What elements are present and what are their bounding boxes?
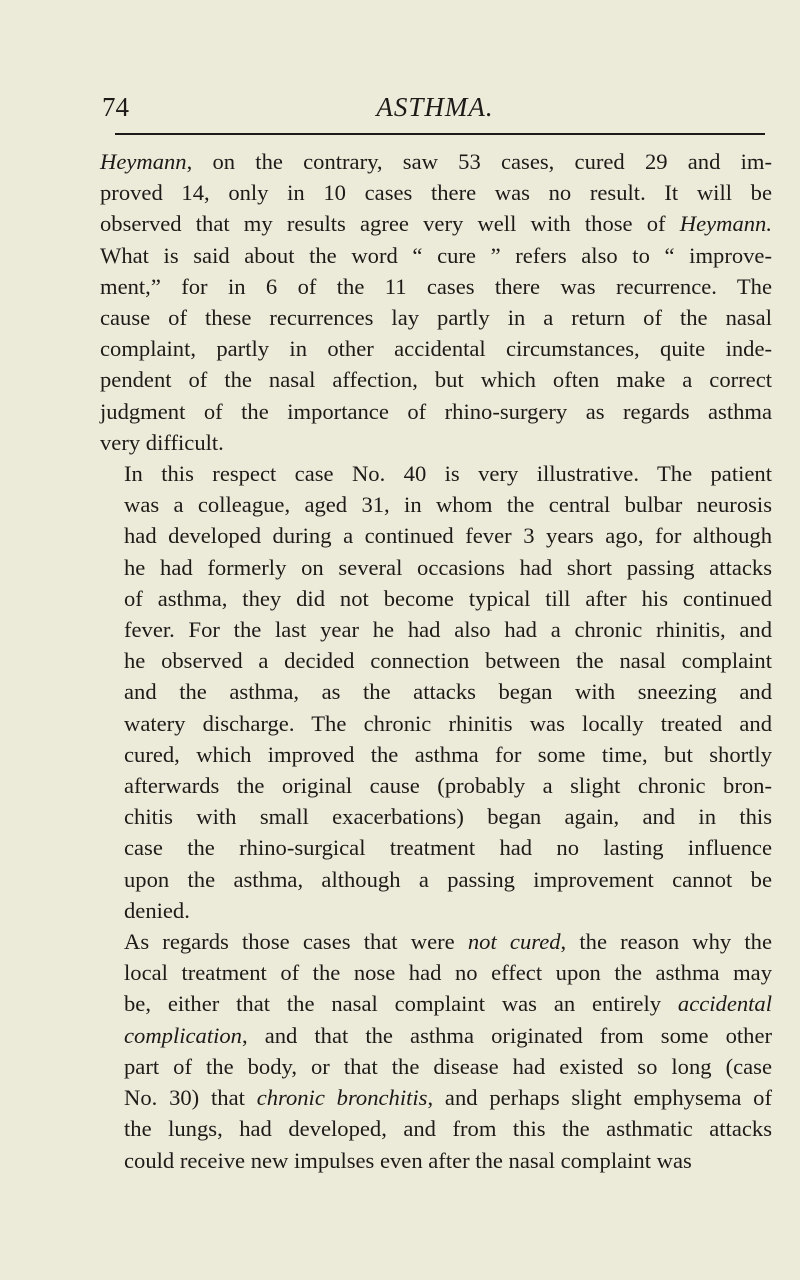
text-line	[100, 832, 772, 863]
text-run: ment,” for in 6 of the 11 cases there was recurrence. The	[100, 273, 772, 299]
text-line	[100, 645, 772, 676]
text-run: fever. For the last year he had also had a chronic rhinitis, and	[124, 617, 772, 643]
text-line	[100, 427, 772, 458]
text-run: cured, which improved the asthma for some time, but shortly	[124, 741, 772, 767]
italic-text: not cured	[467, 929, 561, 955]
italic-text: complication	[124, 1022, 242, 1048]
text-line	[100, 240, 772, 271]
italic-text: Heymann	[100, 149, 187, 174]
italic-text: accidental	[677, 991, 772, 1017]
text-line	[100, 552, 772, 583]
text-run: , and perhaps slight emphysema of	[427, 1085, 772, 1111]
text-line	[100, 489, 772, 520]
text-line	[100, 770, 772, 801]
italic-text: Heymann.	[679, 211, 772, 237]
text-run: upon the asthma, although a passing improvement cannot be	[124, 866, 772, 892]
text-run: local treatment of the nose had no effect upon the asthma may	[124, 960, 772, 986]
text-run: No. 30) that	[124, 1085, 257, 1111]
text-run: and the asthma, as the attacks began with sneezing and	[124, 679, 772, 705]
text-line	[100, 801, 772, 832]
text-line	[100, 676, 772, 707]
body-text	[100, 146, 772, 1176]
text-line	[100, 333, 772, 364]
text-line	[100, 364, 772, 395]
text-line	[100, 1051, 772, 1082]
text-run: denied.	[124, 897, 190, 923]
text-run: afterwards the original cause (probably a slight chronic bron-	[124, 773, 772, 799]
text-run: he had formerly on several occasions had short passing attacks	[124, 554, 772, 580]
italic-text: chronic bronchitis	[256, 1085, 428, 1111]
text-run: What is said about the word “ cure ” refers also to “ improve-	[100, 242, 772, 268]
text-line	[100, 302, 772, 333]
text-run: he observed a decided connection between the nasal complaint	[124, 648, 772, 674]
text-line	[100, 926, 772, 957]
text-run: had developed during a continued fever 3 years ago, for although	[124, 523, 772, 549]
text-run: cause of these recurrences lay partly in a return of the nasal	[100, 305, 772, 331]
paragraph	[100, 926, 772, 1176]
paragraph	[100, 146, 772, 458]
text-line	[100, 1020, 772, 1051]
text-run: observed that my results agree very well with those of	[100, 211, 680, 237]
text-line	[100, 146, 772, 177]
text-run: part of the body, or that the disease had existed so long (case	[124, 1053, 772, 1079]
text-run: be, either that the nasal complaint was an entirely	[124, 991, 678, 1017]
text-line	[100, 396, 772, 427]
text-line	[100, 1082, 772, 1113]
text-line	[100, 458, 772, 489]
text-line	[100, 708, 772, 739]
text-run: very difficult.	[100, 429, 224, 455]
text-run: chitis with small exacerbations) began again, and in this	[124, 804, 772, 830]
text-line	[100, 739, 772, 770]
running-head	[102, 92, 768, 126]
text-run: case the rhino-surgical treatment had no lasting influence	[124, 835, 772, 861]
text-run: watery discharge. The chronic rhinitis was locally treated and	[124, 710, 772, 736]
text-line	[100, 520, 772, 551]
page-number: 74	[102, 92, 129, 122]
text-run: proved 14, only in 10 cases there was no result. It will be	[100, 180, 772, 206]
text-line	[100, 1113, 772, 1144]
text-line	[100, 864, 772, 895]
text-line	[100, 1145, 772, 1176]
header-rule	[115, 133, 765, 135]
text-run: was a colleague, aged 31, in whom the central bulbar neurosis	[124, 492, 772, 518]
text-run: , the reason why the	[560, 929, 773, 955]
text-run: judgment of the importance of rhino-surgery as regards asthma	[100, 398, 772, 424]
text-run: of asthma, they did not become typical till after his continued	[124, 585, 772, 611]
text-run: As regards those cases that were	[124, 929, 468, 955]
text-line	[100, 614, 772, 645]
text-line	[100, 208, 772, 239]
running-title: ASTHMA.	[376, 92, 494, 122]
text-run: complaint, partly in other accidental circumstances, quite inde-	[100, 336, 772, 362]
text-run: , and that the asthma originated from some other	[241, 1022, 772, 1048]
paragraph	[100, 458, 772, 926]
text-line	[100, 271, 772, 302]
text-line	[100, 988, 772, 1019]
text-line	[100, 895, 772, 926]
text-line	[100, 583, 772, 614]
text-run: pendent of the nasal affection, but which often make a correct	[100, 367, 772, 393]
text-run: In this respect case No. 40 is very illustrative. The patient	[124, 461, 772, 487]
text-line	[100, 957, 772, 988]
text-run: could receive new impulses even after the nasal complaint was	[124, 1147, 692, 1173]
text-line	[100, 177, 772, 208]
text-run: , on the contrary, saw 53 cases, cured 29 and im-	[186, 149, 772, 174]
text-run: the lungs, had developed, and from this the asthmatic attacks	[124, 1116, 772, 1142]
